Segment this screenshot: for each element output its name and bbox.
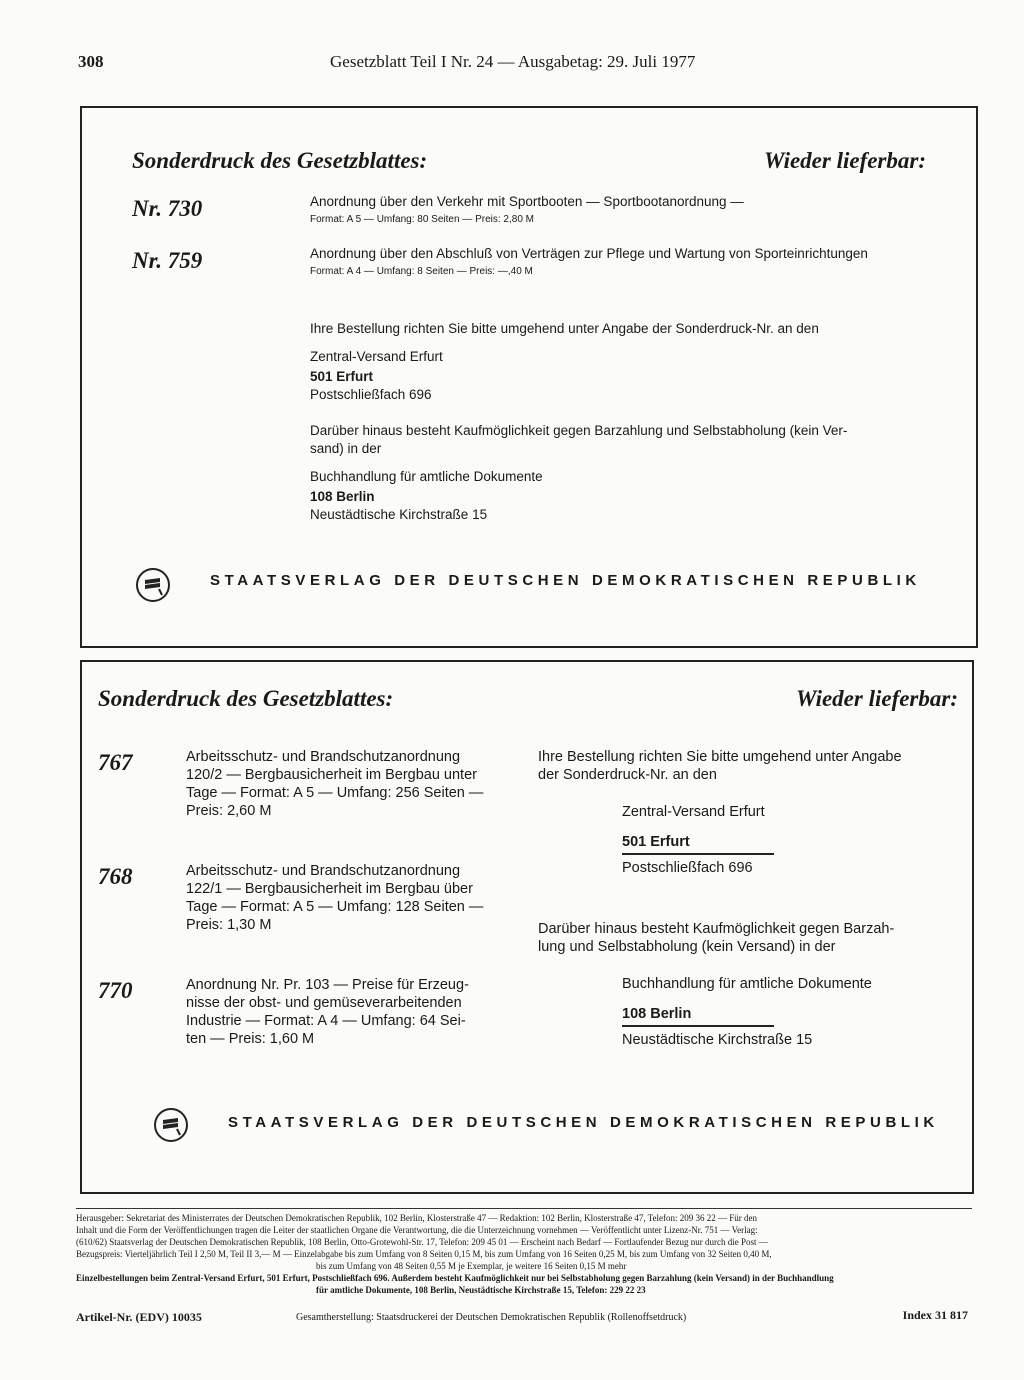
description-line: Industrie — Format: A 4 — Umfang: 64 Sei- — [186, 1013, 466, 1029]
extra-line: Darüber hinaus besteht Kaufmöglichkeit gegen Barzah- — [538, 921, 895, 937]
box2-address2-street: Neustädtische Kirchstraße 15 — [622, 1032, 813, 1048]
box1-item-details: Format: A 4 — Umfang: 8 Seiten — Preis: —,40 M — [310, 266, 533, 277]
extra-line: lung und Selbstabholung (kein Versand) in der — [538, 939, 836, 955]
article-number: Artikel-Nr. (EDV) 10035 — [76, 1310, 202, 1324]
box2-item-number: 768 — [98, 864, 133, 889]
box2-publisher-name: STAATSVERLAG DER DEUTSCHEN DEMOKRATISCHEN REPUBLIK — [228, 1114, 939, 1131]
order-line: der Sonderdruck-Nr. an den — [538, 767, 717, 783]
box1-item-number: Nr. 730 — [132, 196, 203, 221]
box2-item-description — [186, 862, 516, 934]
box2-heading-right: Wieder lieferbar: — [795, 686, 958, 711]
box2-address2-city: 108 Berlin — [622, 1006, 692, 1022]
box1-heading-left: Sonderdruck des Gesetzblattes: — [132, 148, 428, 173]
description-line: Arbeitsschutz- und Brandschutzanordnung — [186, 863, 461, 879]
description-line: Tage — Format: A 5 — Umfang: 128 Seiten — — [186, 899, 484, 915]
announcement-box-1 — [80, 106, 978, 648]
description-line: Preis: 2,60 M — [186, 803, 272, 819]
publisher-logo-icon — [136, 568, 170, 602]
box2-item-number: 767 — [98, 750, 133, 775]
box1-heading-right: Wieder lieferbar: — [763, 148, 926, 173]
box1-order-text: Ihre Bestellung richten Sie bitte umgehend unter Angabe der Sonderdruck-Nr. an den — [310, 321, 819, 336]
box1-publisher-name: STAATSVERLAG DER DEUTSCHEN DEMOKRATISCHEN REPUBLIK — [210, 572, 921, 589]
imprint-line: bis zum Umfang von 48 Seiten 0,55 M je Exemplar, je weitere 16 Seiten 0,15 M mehr — [316, 1261, 627, 1271]
imprint-line: (610/62) Staatsverlag der Deutschen Demokratischen Republik, 108 Berlin, Otto-Grotewohl-Str. 17, Telefon: 209 45 01 — Erscheint nach Bedarf — Fortlaufender Bezug nur durch die Post — — [76, 1237, 768, 1247]
box1-address1-box: Postschließfach 696 — [310, 387, 432, 402]
description-line: Tage — Format: A 5 — Umfang: 256 Seiten — — [186, 785, 484, 801]
box2-extra-text — [538, 920, 954, 956]
description-line: Anordnung Nr. Pr. 103 — Preise für Erzeug- — [186, 977, 469, 993]
index-number: Index 31 817 — [902, 1308, 968, 1322]
box2-heading-left: Sonderdruck des Gesetzblattes: — [98, 686, 394, 711]
box1-extra-text-1: Darüber hinaus besteht Kaufmöglichkeit gegen Barzahlung und Selbstabholung (kein Ver- — [310, 423, 848, 438]
publisher-logo-icon — [154, 1108, 188, 1142]
imprint-line: Inhalt und die Form der Veröffentlichungen tragen die Leiter der staatlichen Organe die Verantwortung, die die Unterzeichnung vornehmen — Veröffentlicht unter Lizenz-Nr. 751 — Verlag: — [76, 1225, 758, 1235]
box1-extra-text-2: sand) in der — [310, 441, 382, 456]
description-line: Preis: 1,30 M — [186, 917, 272, 933]
page-number: 308 — [78, 52, 104, 71]
announcement-box-2 — [80, 660, 974, 1194]
footer-rule — [76, 1208, 972, 1209]
box2-item-description — [186, 748, 516, 820]
box2-item-number: 770 — [98, 978, 133, 1003]
box1-address2-city: 108 Berlin — [310, 489, 375, 504]
description-line: 120/2 — Bergbausicherheit im Bergbau unter — [186, 767, 477, 783]
box1-address1-name: Zentral-Versand Erfurt — [310, 349, 443, 364]
description-line: Arbeitsschutz- und Brandschutzanordnung — [186, 749, 461, 765]
box1-item-number: Nr. 759 — [132, 248, 203, 273]
box2-item-description — [186, 976, 516, 1048]
order-line: Ihre Bestellung richten Sie bitte umgehend unter Angabe — [538, 749, 902, 765]
running-header: Gesetzblatt Teil I Nr. 24 — Ausgabetag: 29. Juli 1977 — [330, 52, 696, 71]
imprint-line: Bezugspreis: Vierteljährlich Teil I 2,50 M, Teil II 3,— M — Einzelabgabe bis zum Umfang von 8 Seiten 0,15 M, bis zum Umfang von 16 Seiten 0,25 M, bis zum Umfang von 32 Seiten 0,40 M, — [76, 1249, 772, 1259]
address-underline — [622, 853, 774, 855]
description-line: ten — Preis: 1,60 M — [186, 1031, 315, 1047]
box1-item-title: Anordnung über den Verkehr mit Sportbooten — Sportbootanordnung — — [310, 194, 744, 209]
box1-item-details: Format: A 5 — Umfang: 80 Seiten — Preis: 2,80 M — [310, 214, 534, 225]
imprint-line: Einzelbestellungen beim Zentral-Versand Erfurt, 501 Erfurt, Postschließfach 696. Außerdem besteht Kaufmöglichkeit nur bei Selbstabholung gegen Barzahlung (kein Versand) in der Buchhandlung — [76, 1273, 834, 1283]
imprint-line: Herausgeber: Sekretariat des Ministerrates der Deutschen Demokratischen Republik, 102 Berlin, Klosterstraße 47 — Redaktion: 102 Berlin, Klosterstraße 47, Telefon: 209 36 22 — Für den — [76, 1213, 758, 1223]
box2-address1-box: Postschließfach 696 — [622, 860, 753, 876]
box2-address1-name: Zentral-Versand Erfurt — [622, 804, 765, 820]
imprint — [76, 1212, 972, 1296]
printer-note: Gesamtherstellung: Staatsdruckerei der Deutschen Demokratischen Republik (Rollenoffsetdruck) — [296, 1312, 687, 1323]
box1-address2-street: Neustädtische Kirchstraße 15 — [310, 507, 488, 522]
box1-address1-city: 501 Erfurt — [310, 369, 374, 384]
description-line: nisse der obst- und gemüseverarbeitenden — [186, 995, 462, 1011]
description-line: 122/1 — Bergbausicherheit im Bergbau über — [186, 881, 473, 897]
box2-address2-name: Buchhandlung für amtliche Dokumente — [622, 976, 872, 992]
imprint-line: für amtliche Dokumente, 108 Berlin, Neustädtische Kirchstraße 15, Telefon: 229 22 23 — [316, 1285, 646, 1295]
box1-address2-name: Buchhandlung für amtliche Dokumente — [310, 469, 543, 484]
address-underline — [622, 1025, 774, 1027]
box2-address1-city: 501 Erfurt — [622, 834, 690, 850]
box1-item-title: Anordnung über den Abschluß von Verträgen zur Pflege und Wartung von Sporteinrichtungen — [310, 246, 868, 261]
box2-order-text — [538, 748, 954, 784]
